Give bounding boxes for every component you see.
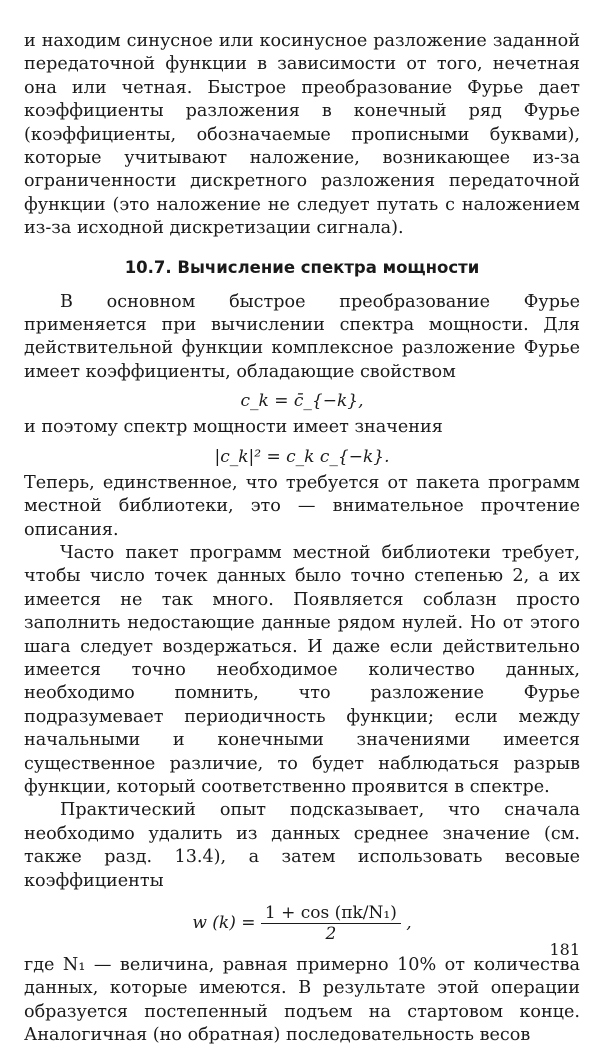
paragraph-practical-experience: Практический опыт подсказывает, что сначала необходимо удалить из данных среднее значение (см. также разд. 13.4), а затем использовать весовые коэффициенты bbox=[24, 800, 580, 891]
formula-power-spectrum bbox=[24, 446, 580, 468]
paragraph-zero-padding: Часто пакет программ местной библиотеки требует, чтобы число точек данных было точно степенью 2, а их имеется не так много. Появляется соблазн просто заполнить недостающие данные рядом нулей. Но от этого шага следует воздержаться. И даже если действительно имеется точно необходимое количество данных, необходимо помнить, что разложение Фурье подразумевает периодичность функции; если между начальными и конечными значениями имеется существенное различие, то будет наблюдаться разрыв функции, который соответственно проявится в спектре. bbox=[24, 542, 580, 797]
paragraph-top: и находим синусное или косинусное разложение заданной передаточной функции в зависимости от того, нечетная она или четная. Быстрое преобразование Фурье дает коэффициенты разложения в конечный ряд Фурье (коэффициенты, обозначаемые прописными буквами), которые учитывают наложение, возникающее из-за ограниченности дискретного разложения передаточной функции (это наложение не следует путать с наложением из-за исходной дискретизации сигнала). bbox=[24, 31, 580, 239]
paragraph-weights-description: где N₁ — величина, равная примерно 10% от количества данных, которые имеются. В результате этой операции образуется постепенный подъем на стартовом конце. Аналогичная (но обратная) последовательность весов bbox=[24, 955, 580, 1046]
formula-weights-fraction bbox=[261, 903, 401, 944]
formula-weights-tail: , bbox=[406, 913, 412, 933]
formula-weights-numerator: 1 + cos (πk/N₁) bbox=[261, 903, 401, 924]
formula-weights-lhs: w (k) = bbox=[192, 913, 256, 933]
paragraph-power-values: и поэтому спектр мощности имеет значения bbox=[24, 417, 443, 438]
page-number: 181 bbox=[549, 940, 580, 959]
formula-conjugate-symmetry bbox=[24, 390, 580, 412]
formula-weights-denominator: 2 bbox=[325, 924, 337, 944]
paragraph-power-spectrum-intro: В основном быстрое преобразование Фурье применяется при вычислении спектра мощности. Для действительной функции комплексное разложение Фурье имеет коэффициенты, обладающие свойством bbox=[24, 291, 580, 382]
formula-power-spectrum-text: |c_k|² = c_k c_{−k}. bbox=[214, 446, 390, 467]
paragraph-library-note: Теперь, единственное, что требуется от пакета программ местной библиотеки, это — внимательное прочтение описания. bbox=[24, 472, 580, 540]
formula-weights bbox=[24, 903, 580, 944]
section-heading: 10.7. Вычисление спектра мощности bbox=[124, 257, 480, 277]
formula-conjugate-symmetry-text: c_k = c̄_{−k}, bbox=[240, 391, 364, 412]
book-page bbox=[24, 30, 580, 1046]
